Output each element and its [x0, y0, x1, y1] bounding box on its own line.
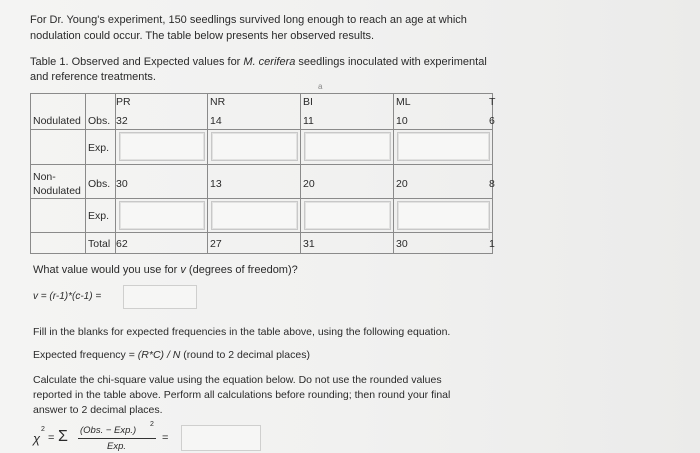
- nodulated-obs-bi: 11: [303, 115, 314, 127]
- nodulated-obs-pr: 32: [116, 115, 128, 127]
- chi-equals-left: =: [48, 432, 55, 444]
- total-ml: 30: [396, 238, 408, 250]
- nodulated-exp-ml-input[interactable]: [397, 132, 490, 161]
- expected-formula-b: (R*C) / N: [137, 349, 181, 361]
- non-nodulated-obs-ml: 20: [396, 178, 408, 190]
- intro-line-1: For Dr. Young's experiment, 150 seedlings survived long enough to reach an age at which: [30, 14, 467, 26]
- dof-question-b: (degrees of freedom)?: [185, 264, 298, 276]
- numerator-superscript: 2: [150, 421, 154, 428]
- numerator: (Obs. − Exp.): [80, 425, 137, 436]
- non-nodulated-exp-ml-input[interactable]: [397, 201, 490, 230]
- chi-symbol: χ: [33, 431, 41, 446]
- total-label: Total: [88, 238, 111, 250]
- expected-frequency-formula: [33, 348, 310, 362]
- fraction-bar: [78, 438, 156, 439]
- header-t: T: [489, 96, 496, 108]
- non-nodulated-obs-label: Obs.: [88, 178, 111, 190]
- sigma-symbol: Σ: [58, 428, 68, 445]
- header-nr: NR: [210, 96, 226, 108]
- dof-formula: v = (r-1)*(c-1) =: [33, 291, 102, 302]
- non-nodulated-exp-nr-input[interactable]: [211, 201, 298, 230]
- nodulated-obs-ml: 10: [396, 115, 408, 127]
- expected-formula-c: (round to 2 decimal places): [180, 349, 310, 361]
- nodulated-obs-t: 6: [489, 115, 495, 127]
- dof-question-a: What value would you use for: [33, 264, 181, 276]
- table-caption-line-2: and reference treatments.: [30, 71, 156, 83]
- denominator: Exp.: [107, 441, 127, 452]
- chi-superscript: 2: [41, 426, 45, 433]
- stray-mark: a: [318, 82, 323, 91]
- nodulated-obs-nr: 14: [210, 115, 222, 127]
- chi-instructions-line-3: answer to 2 decimal places.: [33, 404, 163, 416]
- nodulated-exp-bi-input[interactable]: [304, 132, 391, 161]
- chi-instructions-line-1: Calculate the chi-square value using the equation below. Do not use the rounded values: [33, 374, 442, 386]
- row-label-nodulated: Nodulated: [33, 115, 81, 127]
- total-nr: 27: [210, 238, 222, 250]
- caption-text-b: seedlings inoculated with experimental: [295, 56, 487, 68]
- fill-blanks-text: Fill in the blanks for expected frequencies in the table above, using the following equation.: [33, 326, 451, 338]
- nodulated-obs-label: Obs.: [88, 115, 111, 127]
- non-nodulated-exp-label: Exp.: [88, 210, 110, 222]
- chi-instructions-line-2: reported in the table above. Perform all calculations before rounding; then round your final: [33, 389, 451, 401]
- non-nodulated-obs-t: 8: [489, 178, 495, 190]
- non-nodulated-obs-pr: 30: [116, 178, 128, 190]
- total-bi: 31: [303, 238, 315, 250]
- non-nodulated-exp-pr-input[interactable]: [119, 201, 205, 230]
- row-label-non: Non-: [33, 171, 56, 183]
- header-pr: PR: [116, 96, 131, 108]
- non-nodulated-obs-bi: 20: [303, 178, 315, 190]
- dof-answer-input[interactable]: [123, 285, 197, 309]
- row-label-nodulated-2: Nodulated: [33, 185, 81, 197]
- header-bi: BI: [303, 96, 313, 108]
- chi-equals-right: =: [162, 432, 169, 444]
- nodulated-exp-pr-input[interactable]: [119, 132, 205, 161]
- non-nodulated-exp-bi-input[interactable]: [304, 201, 391, 230]
- nodulated-exp-label: Exp.: [88, 142, 110, 154]
- total-pr: 62: [116, 238, 128, 250]
- header-ml: ML: [396, 96, 411, 108]
- chi-square-answer-input[interactable]: [181, 425, 261, 451]
- intro-line-2: nodulation could occur. The table below presents her observed results.: [30, 30, 375, 42]
- expected-formula-a: Expected frequency =: [33, 349, 138, 361]
- total-t: 1: [489, 238, 495, 250]
- caption-text-a: Table 1. Observed and Expected values for: [30, 56, 244, 68]
- nodulated-exp-nr-input[interactable]: [211, 132, 298, 161]
- table-caption-line-1: [30, 55, 487, 69]
- caption-species: M. cerifera: [243, 56, 296, 68]
- dof-question: [33, 263, 298, 277]
- dof-question-var: v: [180, 264, 186, 276]
- non-nodulated-obs-nr: 13: [210, 178, 222, 190]
